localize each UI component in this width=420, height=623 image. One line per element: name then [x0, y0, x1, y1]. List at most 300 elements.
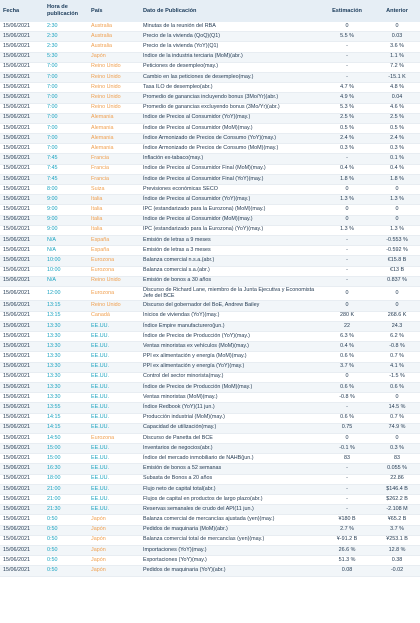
cell-estimacion: 0: [320, 22, 374, 32]
cell-estimacion: -: [320, 266, 374, 276]
cell-fecha: 15/06/2021: [0, 134, 44, 144]
cell-pais: EE.UU.: [88, 454, 140, 464]
table-row: [0, 362, 420, 372]
cell-anterior: 0.5 %: [374, 123, 420, 133]
cell-fecha: 15/06/2021: [0, 433, 44, 443]
table-row: [0, 22, 420, 32]
cell-hora: 9:00: [44, 225, 88, 235]
cell-dato: Flujos de capital en productos de largo plazo(abr.): [140, 495, 320, 505]
cell-hora: 13:15: [44, 301, 88, 311]
table-row: [0, 444, 420, 454]
cell-dato: Índice de Precios al Consumidor (MoM)(may.): [140, 123, 320, 133]
cell-hora: N/A: [44, 235, 88, 245]
cell-pais: Reino Unido: [88, 62, 140, 72]
cell-fecha: 15/06/2021: [0, 215, 44, 225]
cell-pais: Japón: [88, 545, 140, 555]
cell-dato: IPC (estandarizado para la Eurozona) (MoM)(may.): [140, 205, 320, 215]
cell-hora: 7:00: [44, 144, 88, 154]
table-row: [0, 185, 420, 195]
cell-fecha: 15/06/2021: [0, 525, 44, 535]
cell-hora: 14:15: [44, 423, 88, 433]
cell-estimacion: 0.3 %: [320, 144, 374, 154]
cell-estimacion: 0.5 %: [320, 123, 374, 133]
table-row: [0, 352, 420, 362]
cell-anterior: 0.3 %: [374, 444, 420, 454]
cell-hora: 7:00: [44, 93, 88, 103]
cell-hora: 0:50: [44, 535, 88, 545]
cell-fecha: 15/06/2021: [0, 246, 44, 256]
cell-pais: EE.UU.: [88, 495, 140, 505]
cell-anterior: -15.1 K: [374, 72, 420, 82]
cell-estimacion: 0.4 %: [320, 164, 374, 174]
cell-fecha: 15/06/2021: [0, 403, 44, 413]
cell-dato: Inflación ex-tabaco(may.): [140, 154, 320, 164]
cell-anterior: 12.8 %: [374, 545, 420, 555]
cell-hora: 10:00: [44, 266, 88, 276]
cell-pais: EE.UU.: [88, 464, 140, 474]
cell-fecha: 15/06/2021: [0, 52, 44, 62]
cell-fecha: 15/06/2021: [0, 174, 44, 184]
table-row: [0, 484, 420, 494]
cell-fecha: 15/06/2021: [0, 372, 44, 382]
table-row: [0, 103, 420, 113]
cell-pais: EE.UU.: [88, 321, 140, 331]
cell-estimacion: 22: [320, 321, 374, 331]
table-row: [0, 134, 420, 144]
cell-dato: PPI ex alimentación y energía (YoY)(may.): [140, 362, 320, 372]
table-row: [0, 505, 420, 515]
cell-estimacion: -: [320, 276, 374, 286]
cell-estimacion: 1.3 %: [320, 195, 374, 205]
cell-estimacion: 83: [320, 454, 374, 464]
cell-anterior: €15.8 B: [374, 256, 420, 266]
cell-fecha: 15/06/2021: [0, 495, 44, 505]
cell-fecha: 15/06/2021: [0, 556, 44, 566]
cell-dato: Inventarios de negocios(abr.): [140, 444, 320, 454]
table-row: [0, 393, 420, 403]
cell-pais: EE.UU.: [88, 342, 140, 352]
table-row: [0, 525, 420, 535]
cell-anterior: 0: [374, 301, 420, 311]
table-row: [0, 403, 420, 413]
cell-pais: Japón: [88, 525, 140, 535]
table-row: [0, 174, 420, 184]
cell-dato: Índice de Precios al Consumidor (MoM)(may.): [140, 215, 320, 225]
table-row: [0, 495, 420, 505]
cell-dato: IPC (estandarizado para la Eurozona) (YoY)(may.): [140, 225, 320, 235]
cell-pais: Francia: [88, 174, 140, 184]
cell-estimacion: ¥180 B: [320, 515, 374, 525]
cell-dato: Índice de Precios de Producción (MoM)(may.): [140, 382, 320, 392]
cell-hora: 7:00: [44, 72, 88, 82]
cell-estimacion: -: [320, 246, 374, 256]
cell-estimacion: 6.3 %: [320, 332, 374, 342]
cell-fecha: 15/06/2021: [0, 185, 44, 195]
cell-pais: Francia: [88, 154, 140, 164]
cell-hora: N/A: [44, 246, 88, 256]
table-row: [0, 382, 420, 392]
cell-anterior: 2.5 %: [374, 113, 420, 123]
cell-estimacion: 0.6 %: [320, 413, 374, 423]
cell-hora: 5:30: [44, 52, 88, 62]
cell-dato: Balanza comercial s.a.(abr.): [140, 266, 320, 276]
cell-fecha: 15/06/2021: [0, 311, 44, 321]
cell-estimacion: ¥-91.2 B: [320, 535, 374, 545]
cell-dato: Inicios de viviendas (YoY)(may.): [140, 311, 320, 321]
cell-dato: Peticiones de desempleo(may.): [140, 62, 320, 72]
cell-fecha: 15/06/2021: [0, 515, 44, 525]
cell-pais: EE.UU.: [88, 484, 140, 494]
cell-pais: Japón: [88, 556, 140, 566]
cell-pais: Italia: [88, 225, 140, 235]
cell-anterior: -0.553 %: [374, 235, 420, 245]
table-row: [0, 342, 420, 352]
cell-estimacion: 0.75: [320, 423, 374, 433]
cell-estimacion: 3.7 %: [320, 362, 374, 372]
cell-pais: EE.UU.: [88, 413, 140, 423]
cell-estimacion: 0: [320, 215, 374, 225]
cell-estimacion: 2.5 %: [320, 113, 374, 123]
cell-hora: 13:30: [44, 362, 88, 372]
cell-dato: PPI ex alimentación y energía (MoM)(may.): [140, 352, 320, 362]
header-estimacion: Estimación: [320, 0, 374, 22]
table-row: [0, 113, 420, 123]
cell-hora: 13:55: [44, 403, 88, 413]
cell-anterior: 0: [374, 215, 420, 225]
table-row: [0, 164, 420, 174]
cell-pais: Japón: [88, 535, 140, 545]
cell-estimacion: 280 K: [320, 311, 374, 321]
table-row: [0, 215, 420, 225]
cell-dato: Índice Redbook (YoY)(11 jun.): [140, 403, 320, 413]
cell-dato: Exportaciones (YoY)(may.): [140, 556, 320, 566]
cell-hora: 15:00: [44, 444, 88, 454]
cell-dato: Capacidad de utilización(may.): [140, 423, 320, 433]
cell-estimacion: 1.8 %: [320, 174, 374, 184]
cell-pais: Italia: [88, 195, 140, 205]
cell-hora: 13:30: [44, 382, 88, 392]
cell-anterior: 4.8 %: [374, 83, 420, 93]
cell-estimacion: 1.3 %: [320, 225, 374, 235]
cell-anterior: 4.6 %: [374, 103, 420, 113]
cell-pais: Alemania: [88, 134, 140, 144]
cell-anterior: 0: [374, 22, 420, 32]
table-row: [0, 256, 420, 266]
cell-pais: España: [88, 235, 140, 245]
cell-anterior: 0.1 %: [374, 154, 420, 164]
cell-anterior: 0.837 %: [374, 276, 420, 286]
cell-fecha: 15/06/2021: [0, 423, 44, 433]
cell-fecha: 15/06/2021: [0, 22, 44, 32]
cell-dato: Subasta de Bonos a 20 años: [140, 474, 320, 484]
cell-hora: 9:00: [44, 195, 88, 205]
table-row: [0, 123, 420, 133]
cell-estimacion: -: [320, 235, 374, 245]
cell-fecha: 15/06/2021: [0, 393, 44, 403]
cell-fecha: 15/06/2021: [0, 505, 44, 515]
cell-estimacion: 4.9 %: [320, 93, 374, 103]
cell-anterior: 3.6 %: [374, 42, 420, 52]
cell-fecha: 15/06/2021: [0, 62, 44, 72]
cell-anterior: 6.2 %: [374, 332, 420, 342]
cell-estimacion: 51.3 %: [320, 556, 374, 566]
cell-anterior: 1.3 %: [374, 225, 420, 235]
cell-anterior: 0.055 %: [374, 464, 420, 474]
table-row: [0, 372, 420, 382]
cell-anterior: -2.108 M: [374, 505, 420, 515]
cell-estimacion: -0.1 %: [320, 444, 374, 454]
cell-hora: 21:00: [44, 484, 88, 494]
cell-pais: Reino Unido: [88, 83, 140, 93]
cell-anterior: 22.86: [374, 474, 420, 484]
table-row: [0, 225, 420, 235]
cell-estimacion: 0.6 %: [320, 382, 374, 392]
cell-anterior: -0.592 %: [374, 246, 420, 256]
cell-anterior: €13 B: [374, 266, 420, 276]
cell-pais: EE.UU.: [88, 332, 140, 342]
cell-dato: Cambio en las peticiones de desempleo(may.): [140, 72, 320, 82]
cell-dato: Tasa ILO de desempleo(abr.): [140, 83, 320, 93]
cell-anterior: 0.03: [374, 32, 420, 42]
table-row: [0, 464, 420, 474]
cell-hora: 7:00: [44, 134, 88, 144]
cell-dato: Balanza comercial total de mercancías (yen)(may.): [140, 535, 320, 545]
cell-dato: Índice Empire manufacturero(jun.): [140, 321, 320, 331]
cell-anterior: 1.3 %: [374, 195, 420, 205]
cell-pais: EE.UU.: [88, 393, 140, 403]
cell-anterior: 0: [374, 205, 420, 215]
table-body: [0, 22, 420, 576]
table-row: [0, 83, 420, 93]
cell-hora: 9:00: [44, 205, 88, 215]
cell-fecha: 15/06/2021: [0, 32, 44, 42]
cell-anterior: 0.3 %: [374, 144, 420, 154]
cell-anterior: 24.3: [374, 321, 420, 331]
header-pais: País: [88, 0, 140, 22]
table-row: [0, 286, 420, 301]
cell-anterior: -0.02: [374, 566, 420, 576]
table-row: [0, 423, 420, 433]
cell-estimacion: -: [320, 474, 374, 484]
table-row: [0, 566, 420, 576]
cell-estimacion: -: [320, 464, 374, 474]
cell-fecha: 15/06/2021: [0, 256, 44, 266]
table-row: [0, 246, 420, 256]
cell-dato: Índice del mercado inmobiliario de NAHB(jun.): [140, 454, 320, 464]
cell-pais: EE.UU.: [88, 352, 140, 362]
cell-pais: Reino Unido: [88, 72, 140, 82]
cell-pais: Suiza: [88, 185, 140, 195]
cell-estimacion: 5.5 %: [320, 32, 374, 42]
table-row: [0, 93, 420, 103]
cell-hora: 2:30: [44, 32, 88, 42]
table-row: [0, 535, 420, 545]
cell-fecha: 15/06/2021: [0, 42, 44, 52]
cell-dato: Minutas de la reunión del RBA: [140, 22, 320, 32]
cell-pais: EE.UU.: [88, 382, 140, 392]
cell-dato: Control del sector minorista(may.): [140, 372, 320, 382]
cell-estimacion: 0.08: [320, 566, 374, 576]
cell-dato: Pedidos de maquinaria (YoY)(abr.): [140, 566, 320, 576]
cell-estimacion: -: [320, 505, 374, 515]
cell-pais: EE.UU.: [88, 505, 140, 515]
cell-fecha: 15/06/2021: [0, 464, 44, 474]
cell-anterior: 3.7 %: [374, 525, 420, 535]
cell-estimacion: 2.4 %: [320, 134, 374, 144]
cell-pais: Reino Unido: [88, 103, 140, 113]
cell-estimacion: -: [320, 484, 374, 494]
cell-fecha: 15/06/2021: [0, 195, 44, 205]
cell-estimacion: -: [320, 256, 374, 266]
cell-anterior: 1.1 %: [374, 52, 420, 62]
table-row: [0, 52, 420, 62]
cell-fecha: 15/06/2021: [0, 301, 44, 311]
cell-estimacion: 0: [320, 286, 374, 301]
cell-hora: 13:30: [44, 393, 88, 403]
cell-estimacion: -: [320, 495, 374, 505]
cell-hora: 7:00: [44, 123, 88, 133]
cell-fecha: 15/06/2021: [0, 362, 44, 372]
cell-estimacion: -: [320, 154, 374, 164]
cell-pais: EE.UU.: [88, 474, 140, 484]
table-row: [0, 301, 420, 311]
cell-hora: 10:00: [44, 256, 88, 266]
cell-hora: 14:50: [44, 433, 88, 443]
cell-anterior: 0.7 %: [374, 352, 420, 362]
cell-pais: España: [88, 246, 140, 256]
cell-hora: 7:00: [44, 83, 88, 93]
cell-estimacion: 0: [320, 372, 374, 382]
cell-anterior: 0.6 %: [374, 382, 420, 392]
header-hora: Hora de publicación: [44, 0, 88, 22]
cell-estimacion: 0: [320, 433, 374, 443]
cell-dato: Emisión de bonos a 52 semanas: [140, 464, 320, 474]
cell-fecha: 15/06/2021: [0, 321, 44, 331]
table-row: [0, 545, 420, 555]
cell-anterior: 0.38: [374, 556, 420, 566]
table-row: [0, 413, 420, 423]
cell-dato: Ventas minoristas ex vehículos (MoM)(may.): [140, 342, 320, 352]
cell-estimacion: 4.7 %: [320, 83, 374, 93]
cell-dato: Previsiones económicas SECO: [140, 185, 320, 195]
cell-pais: Reino Unido: [88, 276, 140, 286]
cell-dato: Índice de Precios al Consumidor (YoY)(may.): [140, 113, 320, 123]
cell-hora: 13:30: [44, 342, 88, 352]
cell-dato: Índice de la industria terciaria (MoM)(abr.): [140, 52, 320, 62]
cell-hora: 2:30: [44, 42, 88, 52]
cell-fecha: 15/06/2021: [0, 444, 44, 454]
cell-fecha: 15/06/2021: [0, 266, 44, 276]
table-row: [0, 474, 420, 484]
cell-pais: Eurozona: [88, 433, 140, 443]
cell-fecha: 15/06/2021: [0, 93, 44, 103]
table-row: [0, 556, 420, 566]
cell-pais: Francia: [88, 164, 140, 174]
cell-fecha: 15/06/2021: [0, 332, 44, 342]
cell-hora: 15:00: [44, 454, 88, 464]
table-row: [0, 195, 420, 205]
cell-pais: Eurozona: [88, 286, 140, 301]
cell-dato: Discurso de Panetta del BCE: [140, 433, 320, 443]
cell-pais: Eurozona: [88, 266, 140, 276]
cell-anterior: 0.7 %: [374, 413, 420, 423]
cell-fecha: 15/06/2021: [0, 225, 44, 235]
table-row: [0, 311, 420, 321]
cell-fecha: 15/06/2021: [0, 352, 44, 362]
cell-anterior: 0.04: [374, 93, 420, 103]
cell-fecha: 15/06/2021: [0, 123, 44, 133]
table-row: [0, 235, 420, 245]
cell-pais: Australia: [88, 22, 140, 32]
cell-anterior: ¥65.2 B: [374, 515, 420, 525]
cell-hora: 14:15: [44, 413, 88, 423]
cell-estimacion: 0: [320, 205, 374, 215]
cell-anterior: 74.9 %: [374, 423, 420, 433]
table-row: [0, 433, 420, 443]
cell-anterior: 268.6 K: [374, 311, 420, 321]
cell-fecha: 15/06/2021: [0, 382, 44, 392]
table-row: [0, 154, 420, 164]
cell-anterior: 14.5 %: [374, 403, 420, 413]
cell-hora: N/A: [44, 276, 88, 286]
cell-pais: EE.UU.: [88, 372, 140, 382]
cell-dato: Ventas minoristas (MoM)(may.): [140, 393, 320, 403]
cell-fecha: 15/06/2021: [0, 413, 44, 423]
cell-dato: Importaciones (YoY)(may.): [140, 545, 320, 555]
cell-dato: Emisión de bonos a 30 años: [140, 276, 320, 286]
cell-estimacion: 26.6 %: [320, 545, 374, 555]
cell-hora: 7:00: [44, 113, 88, 123]
cell-dato: Precio de la vivienda (QoQ)(Q1): [140, 32, 320, 42]
cell-pais: Japón: [88, 52, 140, 62]
cell-pais: Reino Unido: [88, 93, 140, 103]
cell-fecha: 15/06/2021: [0, 235, 44, 245]
cell-pais: Alemania: [88, 113, 140, 123]
cell-hora: 16:30: [44, 464, 88, 474]
cell-pais: Alemania: [88, 144, 140, 154]
cell-pais: EE.UU.: [88, 444, 140, 454]
cell-hora: 13:15: [44, 311, 88, 321]
table-row: [0, 515, 420, 525]
cell-hora: 9:00: [44, 215, 88, 225]
cell-pais: Eurozona: [88, 256, 140, 266]
cell-pais: Japón: [88, 566, 140, 576]
cell-hora: 0:50: [44, 515, 88, 525]
table-row: [0, 144, 420, 154]
cell-anterior: 1.8 %: [374, 174, 420, 184]
cell-dato: Índice de Precios al Consumidor Final (YoY)(may.): [140, 174, 320, 184]
cell-hora: 7:45: [44, 174, 88, 184]
cell-fecha: 15/06/2021: [0, 474, 44, 484]
cell-hora: 18:00: [44, 474, 88, 484]
cell-pais: Italia: [88, 215, 140, 225]
cell-hora: 2:30: [44, 22, 88, 32]
table-row: [0, 321, 420, 331]
cell-dato: Precio de la vivienda (YoY)(Q1): [140, 42, 320, 52]
cell-estimacion: -: [320, 403, 374, 413]
cell-fecha: 15/06/2021: [0, 342, 44, 352]
cell-estimacion: 0: [320, 185, 374, 195]
cell-fecha: 15/06/2021: [0, 154, 44, 164]
cell-hora: 13:30: [44, 321, 88, 331]
table-row: [0, 332, 420, 342]
header-dato: Dato de Publicación: [140, 0, 320, 22]
cell-estimacion: -: [320, 72, 374, 82]
cell-dato: Índice de Precios de Producción (YoY)(may.): [140, 332, 320, 342]
table-row: [0, 72, 420, 82]
cell-fecha: 15/06/2021: [0, 205, 44, 215]
cell-anterior: 4.1 %: [374, 362, 420, 372]
